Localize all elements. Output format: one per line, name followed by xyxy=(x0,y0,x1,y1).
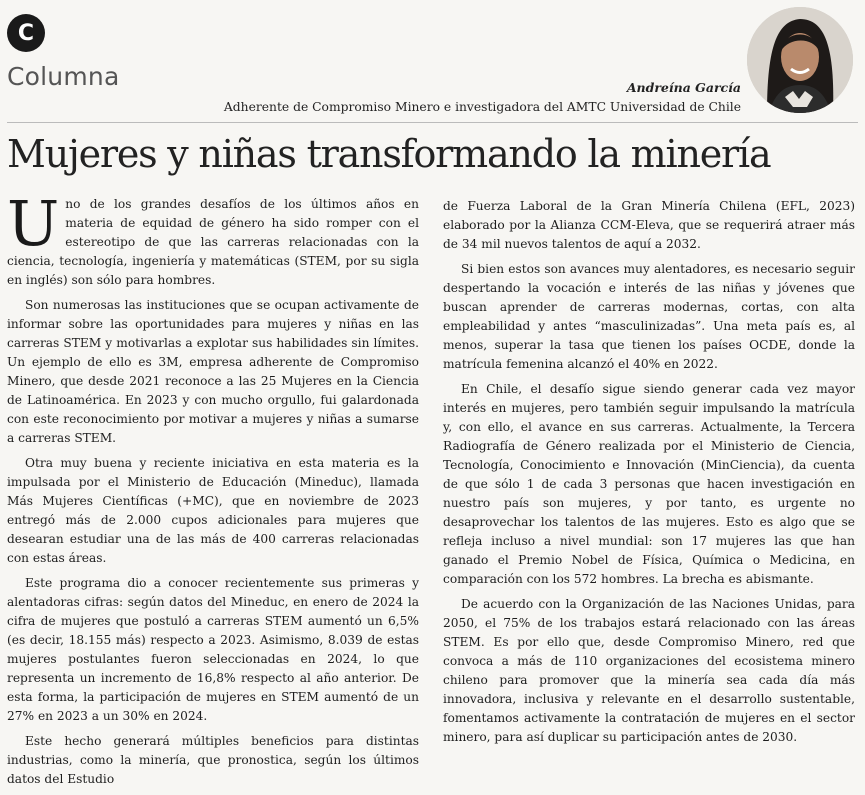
paragraph: Son numerosas las instituciones que se ocupan activamente de informar sobre las oportunidades para mujeres y niñas en las carreras STEM y motivarlas a explotar sus habilidades sin límites. Un ejemplo de ello es 3M, empresa adherente de Compromiso Minero, que desde 2021 reconoce a las 25 Mujeres en la Ciencia de Latinoamérica. En 2023 y con mucho orgullo, fui galardonada con este reconocimiento por motivar a mujeres y niñas a sumarse a carreras STEM. xyxy=(7,298,419,445)
paragraph: En Chile, el desafío sigue siendo generar cada vez mayor interés en mujeres, pero también seguir impulsando la matrícula y, con ello, el avance en sus carreras. Actualmente, la Tercera Radiografía de Género realizada por el Ministerio de Ciencia, Tecnología, Conocimiento e Innovación (MinCiencia), da cuenta de que sólo 1 de cada 3 personas que hacen investigación en nuestro país son mujeres, y por tanto, es urgente no desaprovechar los talentos de las mujeres. Esto es algo que se refleja incluso a nivel mundial: son 17 mujeres las que han ganado el Premio Nobel de Física, Química o Medicina, en comparación con los 572 hombres. La brecha es abismante. xyxy=(443,382,855,586)
header-divider xyxy=(7,122,858,123)
paragraph-continued: de Fuerza Laboral de la Gran Minería Chilena (EFL, 2023) elaborado por la Alianza CCM-Eleva, que se requerirá atraer más de 34 mil nuevos talentos de aquí a 2032. xyxy=(443,199,855,251)
paragraph: Este hecho generará múltiples beneficios para distintas industrias, como la minería, que pronostica, según los últimos datos del Estudio xyxy=(7,734,419,786)
paragraph: De acuerdo con la Organización de las Naciones Unidas, para 2050, el 75% de los trabajos estará relacionado con las áreas STEM. Es por ello que, desde Compromiso Minero, red que convoca a más de 110 organizaciones del ecosistema minero chileno para promover que la minería sea cada día más innovadora, inclusiva y relevante en el desarrollo sustentable, fomentamos activamente la contratación de mujeres en el sector minero, para así duplicar su participación antes de 2030. xyxy=(443,597,855,744)
author-portrait-icon xyxy=(747,7,853,113)
drop-cap: U xyxy=(7,187,60,260)
article-column-right xyxy=(443,197,855,753)
paragraph-intro: Uno de los grandes desafíos de los últimos años en materia de equidad de género ha sido romper con el estereotipo de que las carreras relacionadas con la ciencia, tecnología, ingeniería y matemáticas (STEM, por su sigla en inglés) son sólo para hombres. xyxy=(7,187,419,287)
author-photo xyxy=(747,7,853,113)
author-name: Andreína García xyxy=(626,80,741,95)
section-label: Columna xyxy=(7,62,120,91)
paragraph: Si bien estos son avances muy alentadores, es necesario seguir despertando la vocación e interés de las niñas y jóvenes que buscan aprender de carreras modernas, cortas, con alta empleabilidad y antes “masculinizadas”. Una meta país es, al menos, superar la tasa que tienen los países OCDE, donde la matrícula femenina alcanzó el 40% en 2022. xyxy=(443,262,855,371)
column-badge-icon: C xyxy=(7,14,45,52)
paragraph: Este programa dio a conocer recientemente sus primeras y alentadoras cifras: según datos del Mineduc, en enero de 2024 la cifra de mujeres que postuló a carreras STEM aumentó un 6,5% (es decir, 18.155 más) respecto a 2023. Asimismo, 8.039 de estas mujeres postulantes fueron seleccionadas en 2024, lo que representa un incremento de 16,8% respecto al año anterior. De esta forma, la participación de mujeres en STEM aumentó de un 27% en 2023 a un 30% en 2024. xyxy=(7,576,419,723)
article-headline: Mujeres y niñas transformando la minería xyxy=(7,132,771,176)
article-column-left xyxy=(7,187,419,795)
author-role: Adherente de Compromiso Minero e investigadora del AMTC Universidad de Chile xyxy=(223,100,741,114)
paragraph: Otra muy buena y reciente iniciativa en esta materia es la impulsada por el Ministerio de Educación (Mineduc), llamada Más Mujeres Científicas (+MC), que en noviembre de 2023 entregó más de 2.000 cupos adicionales para mujeres que desearan estudiar una de las más de 400 carreras relacionadas con estas áreas. xyxy=(7,456,419,565)
